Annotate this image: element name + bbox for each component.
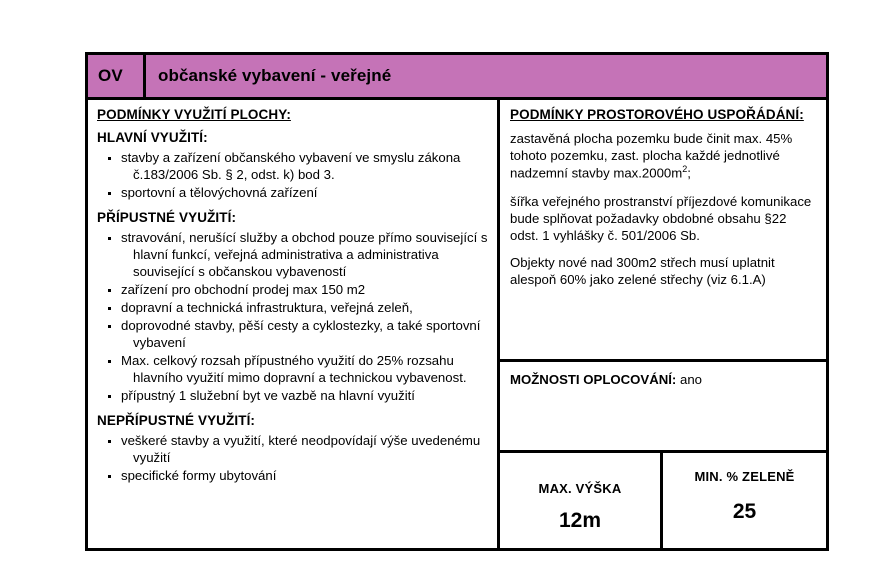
list-item [97,317,489,351]
zone-title: občanské vybavení - veřejné [158,66,392,85]
usage-conditions-heading: PODMÍNKY VYUŽITÍ PLOCHY: [97,107,291,122]
list-item-text: veškeré stavby a využití, které neodpovídají výše uvedenému využití [121,433,481,466]
right-column [500,100,826,548]
subsection-heading-main-use: HLAVNÍ VYUŽITÍ: [97,130,208,145]
main-use-list [97,149,489,201]
list-item-text: doprovodné stavby, pěší cesty a cyklostezky, a také sportovní vybavení [121,318,481,351]
list-item-text: sportovní a tělovýchovná zařízení [121,185,318,201]
spatial-arrangement-cell [500,100,826,362]
list-item [97,352,489,386]
min-green-percent-value: 25 [732,500,757,523]
list-item [97,387,489,404]
list-item-text: stravování, nerušící služby a obchod pouze přímo související s hlavní funkcí, veřejná administrativa a administrativa související s občanskou vybaveností [121,230,488,280]
list-item [97,467,489,484]
table-header-band [88,55,826,100]
zone-code: OV [88,55,146,97]
max-height-value: 12m [558,509,602,532]
list-item [97,229,489,280]
min-green-percent-label: MIN. % ZELENĚ [694,469,795,484]
list-item [97,149,489,183]
list-item-text: zařízení pro obchodní prodej max 150 m2 [121,282,366,298]
max-height-label: MAX. VÝŠKA [538,481,622,496]
fencing-value: ano [679,372,702,387]
square-meter-superscript: 2 [682,164,688,175]
list-item [97,184,489,201]
list-item [97,281,489,298]
spatial-paragraph-3: Objekty nové nad 300m2 střech musí uplatnit alespoň 60% jako zelené střechy (viz 6.1.A) [510,255,775,288]
usage-conditions-cell [88,100,500,548]
fencing-label: MOŽNOSTI OPLOCOVÁNÍ: [510,372,677,387]
metrics-row [500,453,826,548]
permitted-use-list [97,229,489,404]
list-item-text: specifické formy ubytování [121,468,277,484]
fencing-cell [500,362,826,453]
zoning-regulation-table [85,52,829,551]
spatial-arrangement-heading: PODMÍNKY PROSTOROVÉHO USPOŘÁDÁNÍ: [510,107,804,122]
spatial-paragraph-1-text: zastavěná plocha pozemku bude činit max. 45% tohoto pozemku, zast. plocha každé jednotlivé nadzemní stavby max.2000m [510,131,793,181]
list-item [97,432,489,466]
prohibited-use-list [97,432,489,484]
subsection-heading-permitted-use: PŘÍPUSTNÉ VYUŽITÍ: [97,210,237,226]
table-body [88,100,826,548]
list-item-text: dopravní a technická infrastruktura, veřejná zeleň, [121,300,413,316]
subsection-heading-prohibited-use: NEPŘÍPUSTNÉ VYUŽITÍ: [97,413,256,429]
list-item-text: Max. celkový rozsah přípustného využití do 25% rozsahu hlavního využití mimo dopravní a technickou vybavenost. [121,353,467,386]
spatial-paragraph-1-suffix: ; [687,165,691,181]
max-height-cell [500,453,663,548]
spatial-paragraph-2: šířka veřejného prostranství příjezdové komunikace bude splňovat požadavky obdobné obsahu §22 odst. 1 vyhlášky č. 501/2006 Sb. [510,193,812,244]
list-item-text: stavby a zařízení občanského vybavení ve smyslu zákona č.183/2006 Sb. § 2, odst. k) bod 3. [121,150,461,183]
min-green-percent-cell [663,453,826,548]
spatial-paragraph-1 [510,130,816,182]
list-item-text: přípustný 1 služební byt ve vazbě na hlavní využití [121,388,415,404]
list-item [97,299,489,316]
